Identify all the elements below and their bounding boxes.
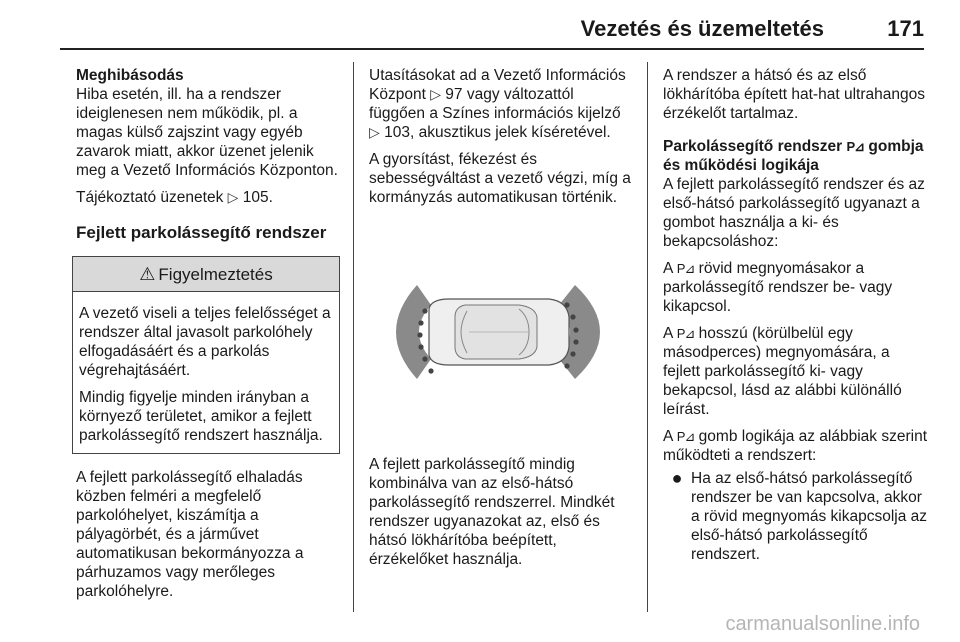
column-1 [76, 66, 338, 609]
reference-arrow-icon: ▷ [430, 86, 441, 102]
button-logic-subhead [663, 137, 929, 175]
fault-title: Meghibásodás [76, 67, 184, 84]
long-press-text [663, 324, 929, 419]
text-part: gomb logikája az alábbiak szerint működteti a rendszert: [663, 428, 928, 464]
section-title: Fejlett parkolássegítő rendszer [76, 223, 327, 242]
text-part: A [663, 325, 677, 342]
warning-icon: ⚠ [139, 263, 156, 284]
instructions-text [369, 66, 633, 142]
page-number: 171 [887, 16, 924, 41]
text-part: A [663, 428, 677, 445]
header-title: Vezetés és üzemeltetés [580, 16, 824, 41]
bullet-icon: ● [671, 468, 683, 488]
column-divider-1 [353, 62, 354, 612]
info-text-label: Tájékoztató üzenetek [76, 189, 228, 206]
parking-assist-icon: P⊿ [846, 139, 865, 154]
instructions-text-part: , akusztikus jelek kíséretével. [409, 124, 611, 141]
sensors-text: A rendszer a hátsó és az első lökhárítóba épített hat-hat ultrahangos érzékelőt tartalmaz. [663, 67, 925, 122]
figure-caption: A fejlett parkolássegítő mindig kombinálva van az első-hátsó parkolássegítő rendszerrel. Mindkét rendszer ugyanazokat az, első és hátsó lökhárítóba beépített, érzékelőket használja. [369, 456, 615, 568]
info-page-ref[interactable]: 105. [242, 189, 273, 206]
warning-title: Figyelmeztetés [158, 264, 273, 284]
reference-arrow-icon: ▷ [227, 189, 239, 205]
parking-assist-icon: P⊿ [676, 326, 695, 341]
text-part: rövid megnyomásakor a parkolássegítő rendszer be- vagy kikapcsol. [663, 260, 893, 315]
reference-arrow-icon: ▷ [369, 124, 380, 140]
short-press-text [663, 259, 929, 316]
car-top-view [429, 299, 569, 365]
page-ref-103[interactable]: 103 [384, 124, 410, 141]
warning-header [73, 257, 339, 292]
warning-body [73, 292, 339, 453]
page-ref-97[interactable]: 97 [445, 86, 463, 103]
rear-sensor-field [396, 285, 431, 379]
description-text: A fejlett parkolássegítő elhaladás közben felméri a megfelelő parkolóhelyet, kiszámítja a pályagörbét, és a járművet automatikusan bekormányozza a párhuzamos vagy merőleges parkolóhelyre. [76, 469, 304, 600]
subhead-part: Parkolássegítő rendszer [663, 138, 847, 155]
bullet-text: Ha az első-hátsó parkolássegítő rendszer be van kapcsolva, akkor a rövid megnyomás kikapcsolja az első-hátsó parkolássegítő rendszert. [691, 470, 928, 563]
warning-paragraph-2: Mindig figyelje minden irányban a környező területet, amikor a fejlett parkolássegítő rendszert használja. [79, 389, 323, 444]
driver-control-text: A gyorsítást, fékezést és sebességváltást a vezető végzi, míg a kormányzás automatikusan történik. [369, 151, 631, 206]
text-part: A [663, 260, 677, 277]
page-header [60, 16, 924, 52]
column-2 [369, 66, 633, 577]
parking-assist-icon: P⊿ [676, 429, 695, 444]
parking-assist-icon: P⊿ [676, 261, 695, 276]
list-item [663, 469, 929, 564]
column-divider-2 [647, 62, 648, 612]
instructions-text-part: Utasításokat ad a Vezető Információs Központ [369, 67, 626, 103]
watermark: carmanualsonline.info [725, 613, 920, 635]
info-text [76, 188, 338, 207]
shared-button-text: A fejlett parkolássegítő rendszer és az első-hátsó parkolássegítő ugyanazt a gombot használja a ki- és bekapcsoláshoz: [663, 176, 925, 250]
subhead-part: gombja és működési logikája [663, 138, 924, 174]
fault-text: Hiba esetén, ill. ha a rendszer ideiglenesen nem működik, pl. a magas külső zajszint vagy egyéb zavarok miatt, akkor üzenet jelenik meg a Vezető Információs Központon. [76, 86, 338, 179]
header-rule [60, 48, 924, 50]
column-3 [663, 66, 929, 564]
car-sensor-diagram [369, 227, 633, 437]
parking-sensor-illustration [369, 227, 633, 437]
instructions-text-part: vagy változattól függően a Színes információs kijelző [369, 86, 621, 122]
text-part: hosszú (körülbelül egy másodperces) megnyomására, a fejlett parkolássegítő ki- vagy bekapcsol, lásd az alábbi különálló leírást. [663, 325, 902, 418]
warning-box [72, 256, 340, 454]
button-logic-text [663, 427, 929, 465]
warning-paragraph-1: A vezető viseli a teljes felelősséget a rendszer által javasolt parkolóhely elfogadásáért és a parkolás végrehajtásáért. [79, 305, 331, 379]
